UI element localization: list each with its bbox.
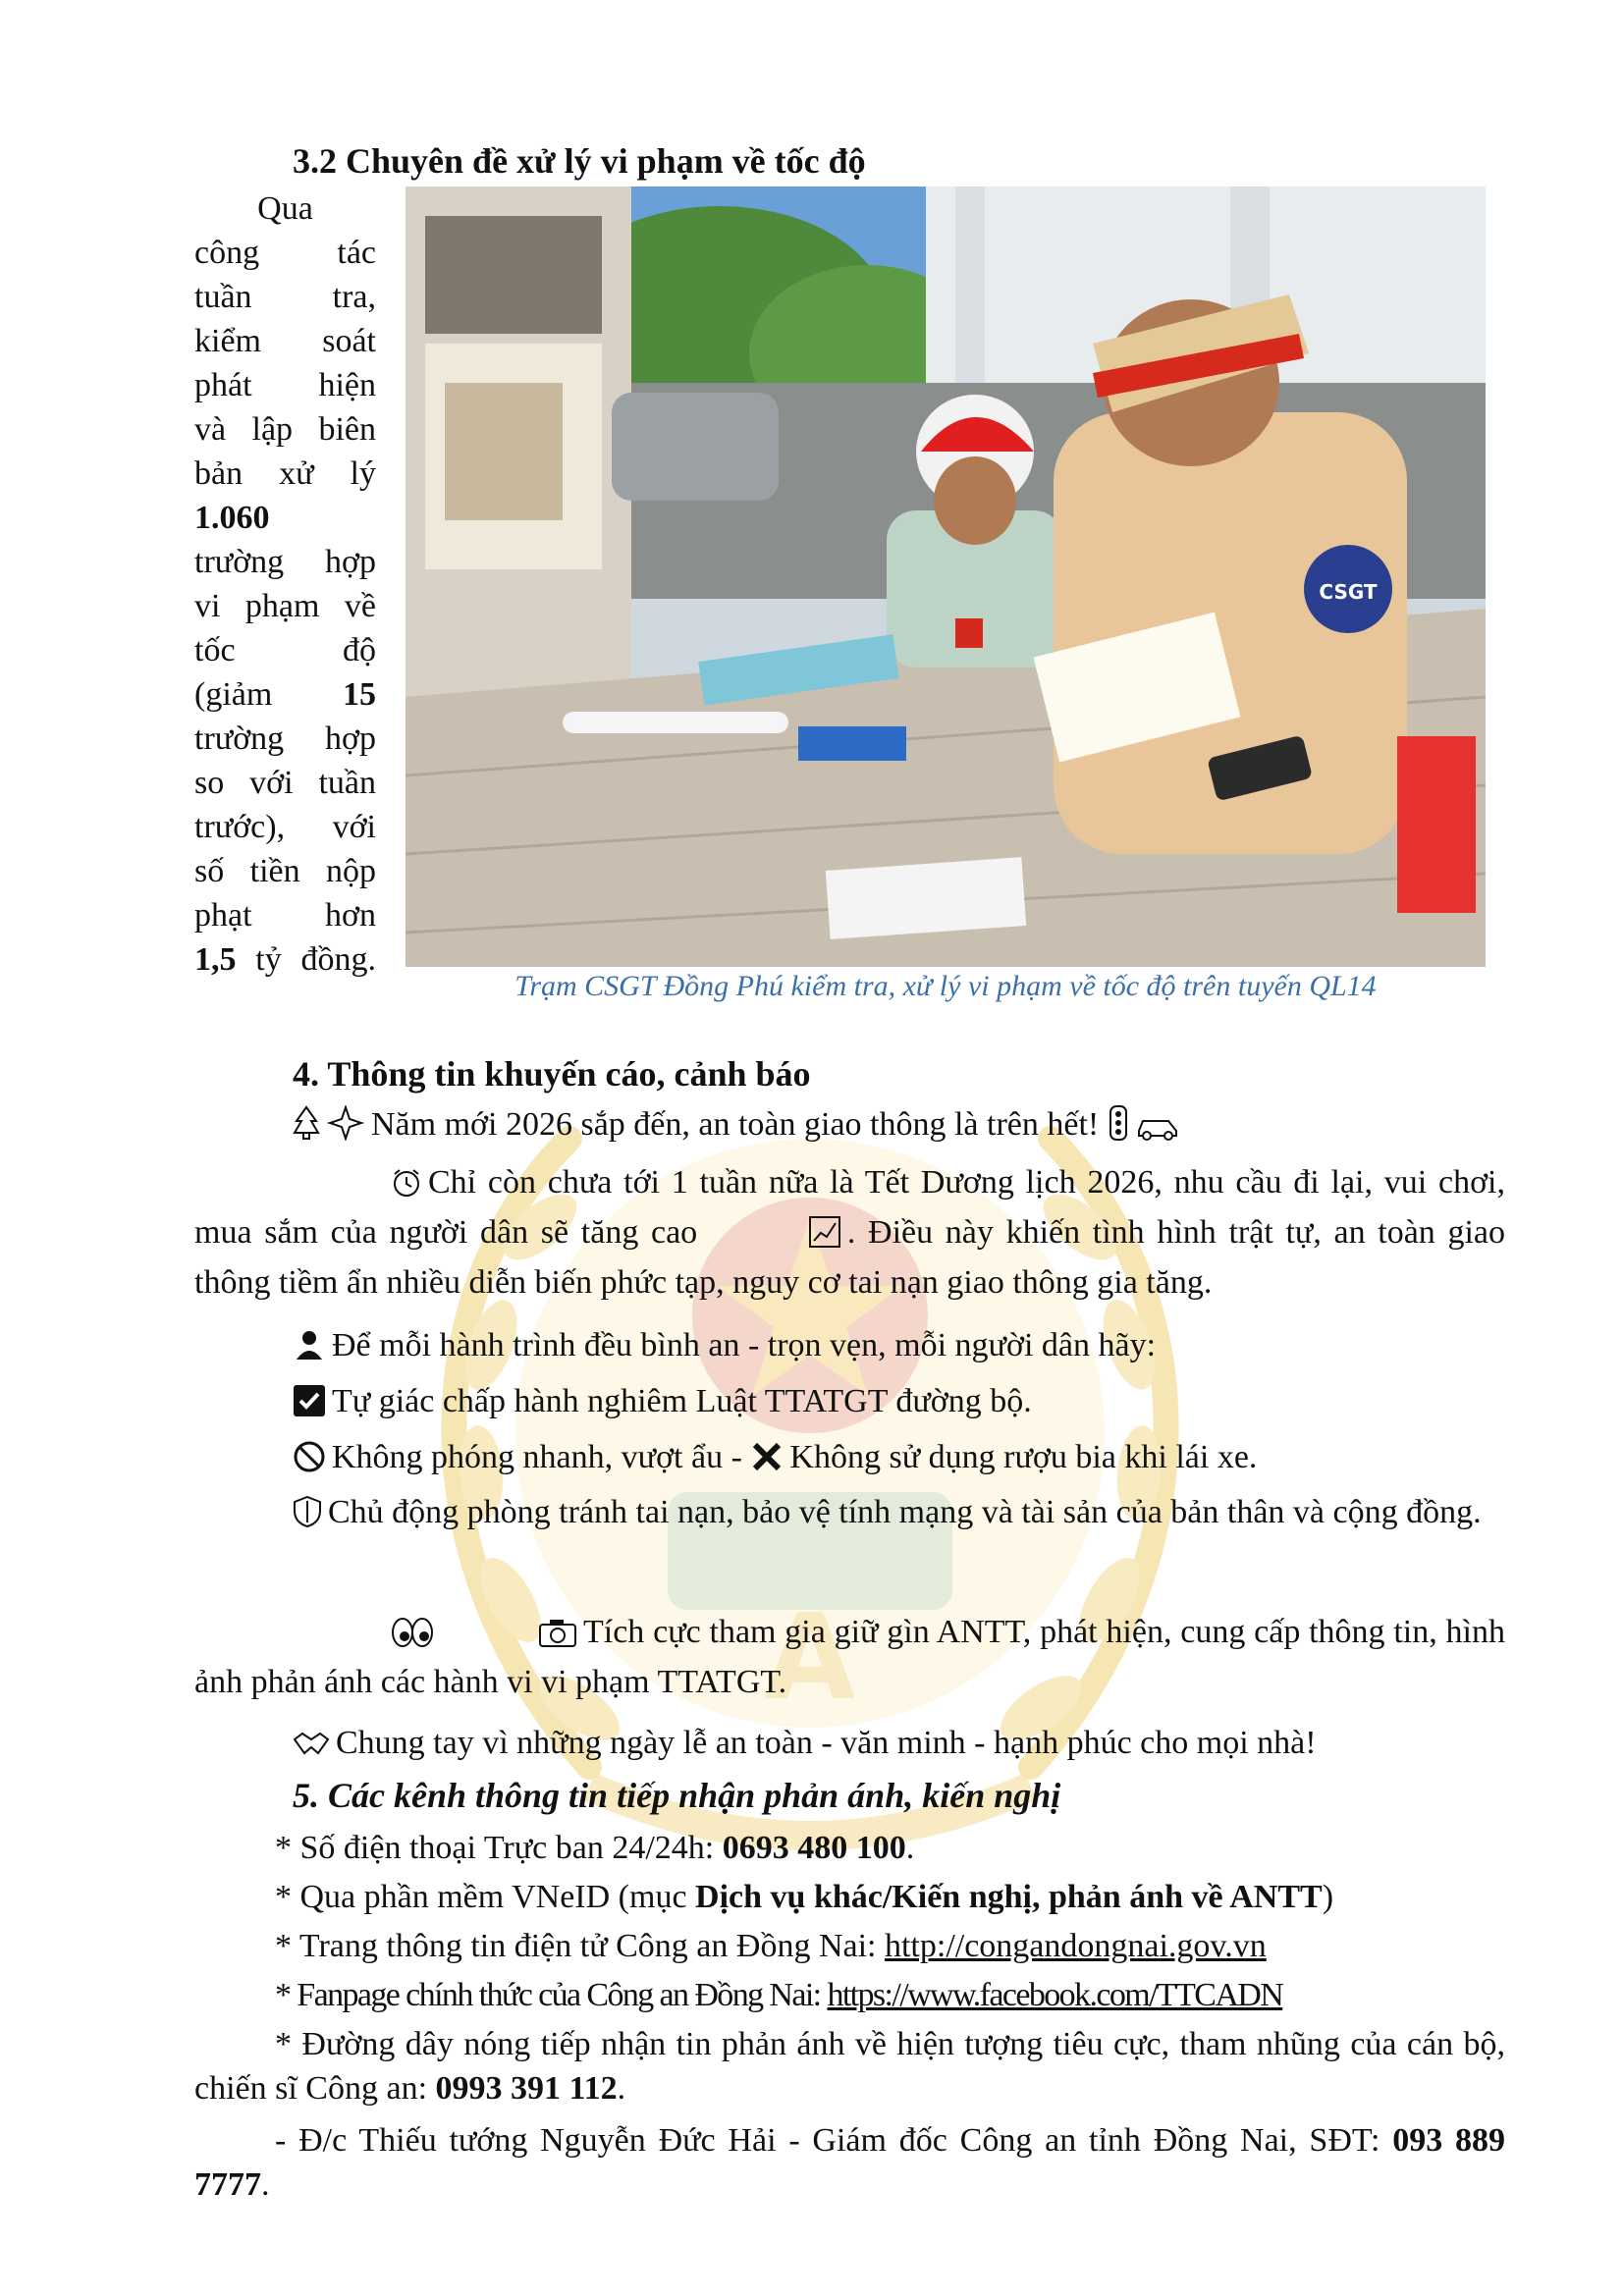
duty-hotline-label: * Số điện thoại Trực ban 24/24h: (275, 1830, 715, 1866)
website-line (275, 1924, 1267, 1968)
text-line: 1,5 tỷ đồng. (194, 941, 376, 978)
prevent-accident-paragraph (293, 1490, 1505, 1540)
text-line: công tác (194, 235, 376, 271)
vneid-line (275, 1875, 1333, 1919)
new-year-text: Năm mới 2026 sắp đến, an toàn giao thông là trên hết! (371, 1106, 1100, 1143)
website-label: * Trang thông tin điện tử Công an Đồng Nai: (275, 1928, 877, 1964)
text-line: phát hiện (194, 367, 376, 403)
director-text: - Đ/c Thiếu tướng Nguyễn Đức Hải - Giám đốc Công an tỉnh Đồng Nai, SĐT: (275, 2122, 1380, 2159)
text-line: (giảm 15 (194, 676, 376, 713)
tet-paragraph (194, 1160, 1505, 1305)
no-speeding-text: Không phóng nhanh, vượt ẩu - (332, 1439, 742, 1475)
participate-text: Tích cực tham gia giữ gìn ANTT, phát hiện, cung cấp thông tin, hình ảnh phản ánh các hành vi vi phạm TTATGT. (194, 1614, 1505, 1700)
text-line: tốc độ (194, 632, 376, 668)
section-5-heading: 5. Các kênh thông tin tiếp nhận phản ánh, kiến nghị (293, 1776, 1061, 1815)
comply-law-text: Tự giác chấp hành nghiêm Luật TTATGT đường bộ. (332, 1383, 1032, 1419)
alarm-clock-icon (293, 1166, 422, 1210)
website-link[interactable]: http://congandongnai.gov.vn (884, 1928, 1267, 1964)
comply-law-line (293, 1379, 1032, 1429)
safe-journey-text: Để mỗi hành trình đều bình an - trọn vẹn, mỗi người dân hãy: (332, 1327, 1157, 1363)
duty-hotline-number: 0693 480 100 (722, 1830, 906, 1866)
section-3-2-heading: 3.2 Chuyên đề xử lý vi phạm về tốc độ (293, 141, 866, 181)
anti-corruption-paragraph: * Đường dây nóng tiếp nhận tin phản ánh về hiện tượng tiêu cực, tham nhũng của cán bộ, chiến sĩ Công an: 0993 391 112. (194, 2026, 1505, 2107)
text-line: kiểm soát (194, 323, 376, 359)
join-hands-text: Chung tay vì những ngày lễ an toàn - văn minh - hạnh phúc cho mọi nhà! (336, 1725, 1317, 1761)
prohibited-icon (293, 1440, 326, 1485)
text-line: vi phạm về (194, 588, 376, 624)
join-hands-line (293, 1721, 1317, 1771)
chart-increasing-icon (710, 1215, 841, 1260)
family-icon (293, 1328, 326, 1373)
no-alcohol-text: Không sử dụng rượu bia khi lái xe. (789, 1439, 1258, 1475)
fanpage-line (275, 1973, 1282, 2017)
new-year-line (293, 1102, 1186, 1152)
safe-journey-line (293, 1323, 1156, 1373)
photo-caption: Trạm CSGT Đồng Phú kiểm tra, xử lý vi phạm về tốc độ trên tuyến QL14 (514, 970, 1377, 1002)
text-line: so với tuần (194, 765, 376, 801)
christmas-tree-icon (293, 1105, 320, 1152)
sparkles-icon (326, 1105, 365, 1152)
car-icon (1135, 1108, 1180, 1152)
camera-icon (440, 1616, 577, 1660)
vneid-text-c: ) (1322, 1879, 1334, 1915)
traffic-light-icon (1108, 1105, 1129, 1152)
shield-icon (293, 1495, 322, 1540)
svg-text:A: A (764, 1590, 856, 1727)
violation-count: 1.060 (194, 500, 270, 536)
director-number: 093 889 7777 (194, 2122, 1505, 2203)
text-line: và lập biên (194, 411, 376, 448)
text-line: phạt hơn (194, 897, 376, 934)
text-line: số tiền nộp (194, 853, 376, 889)
anti-corruption-text: * Đường dây nóng tiếp nhận tin phản ánh về hiện tượng tiêu cực, tham nhũng của cán bộ, chiến sĩ Công an: (194, 2026, 1505, 2107)
csgt-badge: CSGT (1319, 580, 1378, 604)
vneid-text-a: * Qua phần mềm VNeID (mục (275, 1879, 687, 1915)
prevent-accident-text: Chủ động phòng tránh tai nạn, bảo vệ tính mạng và tài sản của bản thân và cộng đồng. (328, 1494, 1482, 1530)
text-line: trường hợp (194, 721, 376, 757)
section-3-2-text (194, 187, 376, 982)
section-4-heading: 4. Thông tin khuyến cáo, cảnh báo (293, 1054, 811, 1094)
text-line: trường hợp (194, 544, 376, 580)
traffic-police-photo (406, 187, 1486, 967)
text-line: Qua (257, 190, 313, 227)
handshake-icon (293, 1727, 330, 1771)
fanpage-link[interactable]: https://www.facebook.com/TTCADN (827, 1977, 1283, 2013)
text-line: trước), với (194, 809, 376, 845)
fanpage-label: * Fanpage chính thức của Công an Đồng Nai: (275, 1977, 821, 2013)
eyes-icon (293, 1616, 434, 1660)
no-speeding-line (293, 1435, 1257, 1485)
vneid-menu-path: Dịch vụ khác/Kiến nghị, phản ánh về ANTT (695, 1879, 1323, 1915)
director-paragraph: - Đ/c Thiếu tướng Nguyễn Đức Hải - Giám đốc Công an tỉnh Đồng Nai, SĐT: 093 889 7777. (194, 2122, 1505, 2203)
tet-text-b: . Điều này khiến tình hình trật tự, an toàn giao thông tiềm ẩn nhiều diễn biến phức tạp, nguy cơ tai nạn giao thông gia tăng. (194, 1214, 1506, 1301)
cross-mark-icon (750, 1440, 784, 1485)
tet-text-a: Chỉ còn chưa tới 1 tuần nữa là Tết Dương lịch 2026, nhu cầu đi lại, vui chơi, mua sắm của người dân sẽ tăng cao (194, 1164, 1505, 1251)
check-box-icon (293, 1384, 326, 1429)
text-line: tuần tra, (194, 279, 376, 315)
duty-hotline-line: * Số điện thoại Trực ban 24/24h: 0693 480 100. (275, 1830, 915, 1866)
text-line: bản xử lý (194, 455, 376, 492)
participate-paragraph (194, 1610, 1505, 1704)
anti-corruption-number: 0993 391 112 (435, 2070, 618, 2107)
